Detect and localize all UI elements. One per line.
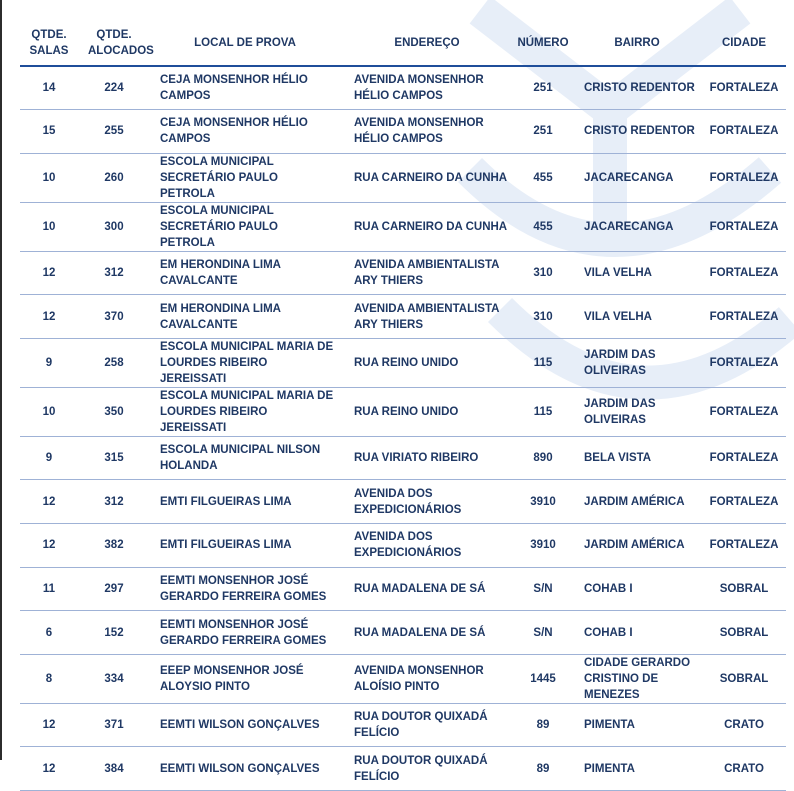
cell-endereco: AVENIDA DOS EXPEDICIONÁRIOS (340, 524, 514, 568)
cell-endereco: RUA DOUTOR QUIXADÁ FELÍCIO (340, 747, 514, 791)
cell-cidade: FORTALEZA (702, 66, 786, 110)
table-row (20, 66, 786, 110)
cell-endereco: AVENIDA MONSENHOR HÉLIO CAMPOS (340, 66, 514, 110)
table-body (20, 66, 786, 791)
cell-numero: 251 (514, 66, 572, 110)
cell-alocados: 315 (78, 436, 150, 480)
cell-salas: 10 (20, 153, 78, 202)
cell-local: ESCOLA MUNICIPAL MARIA DE LOURDES RIBEIRO JEREISSATI (150, 338, 340, 387)
table-row (20, 703, 786, 747)
cell-local: EEMTI MONSENHOR JOSÉ GERARDO FERREIRA GOMES (150, 611, 340, 655)
cell-endereco: RUA REINO UNIDO (340, 338, 514, 387)
cell-cidade: FORTALEZA (702, 480, 786, 524)
cell-alocados: 312 (78, 480, 150, 524)
table-row (20, 153, 786, 202)
cell-cidade: SOBRAL (702, 567, 786, 611)
cell-endereco: RUA CARNEIRO DA CUNHA (340, 153, 514, 202)
cell-numero: S/N (514, 567, 572, 611)
cell-endereco: AVENIDA AMBIENTALISTA ARY THIERS (340, 295, 514, 339)
cell-numero: 1445 (514, 654, 572, 703)
table-row (20, 251, 786, 295)
cell-alocados: 260 (78, 153, 150, 202)
cell-alocados: 334 (78, 654, 150, 703)
cell-local: CEJA MONSENHOR HÉLIO CAMPOS (150, 110, 340, 154)
table-row (20, 110, 786, 154)
cell-salas: 12 (20, 524, 78, 568)
cell-endereco: AVENIDA MONSENHOR HÉLIO CAMPOS (340, 110, 514, 154)
cell-numero: 115 (514, 387, 572, 436)
cell-cidade: FORTALEZA (702, 202, 786, 251)
cell-bairro: COHAB I (572, 567, 702, 611)
cell-bairro: VILA VELHA (572, 251, 702, 295)
cell-alocados: 370 (78, 295, 150, 339)
cell-local: EEEP MONSENHOR JOSÉ ALOYSIO PINTO (150, 654, 340, 703)
cell-alocados: 384 (78, 747, 150, 791)
cell-cidade: FORTALEZA (702, 153, 786, 202)
cell-endereco: RUA CARNEIRO DA CUNHA (340, 202, 514, 251)
cell-numero: 455 (514, 153, 572, 202)
cell-local: ESCOLA MUNICIPAL MARIA DE LOURDES RIBEIRO JEREISSATI (150, 387, 340, 436)
table-row (20, 387, 786, 436)
column-header-cidade: CIDADE (721, 36, 767, 49)
table-row (20, 611, 786, 655)
cell-endereco: RUA MADALENA DE SÁ (340, 567, 514, 611)
cell-cidade: CRATO (702, 747, 786, 791)
cell-bairro: JACARECANGA (572, 202, 702, 251)
cell-salas: 12 (20, 747, 78, 791)
cell-local: EEMTI MONSENHOR JOSÉ GERARDO FERREIRA GOMES (150, 567, 340, 611)
cell-local: ESCOLA MUNICIPAL SECRETÁRIO PAULO PETROLA (150, 202, 340, 251)
table-row (20, 524, 786, 568)
cell-bairro: JARDIM DAS OLIVEIRAS (572, 387, 702, 436)
cell-salas: 9 (20, 338, 78, 387)
cell-local: CEJA MONSENHOR HÉLIO CAMPOS (150, 66, 340, 110)
cell-alocados: 152 (78, 611, 150, 655)
cell-endereco: RUA MADALENA DE SÁ (340, 611, 514, 655)
cell-endereco: RUA VIRIATO RIBEIRO (340, 436, 514, 480)
cell-cidade: SOBRAL (702, 611, 786, 655)
cell-alocados: 382 (78, 524, 150, 568)
cell-salas: 15 (20, 110, 78, 154)
cell-cidade: FORTALEZA (702, 524, 786, 568)
cell-numero: 3910 (514, 524, 572, 568)
cell-cidade: SOBRAL (702, 654, 786, 703)
cell-alocados: 258 (78, 338, 150, 387)
cell-bairro: VILA VELHA (572, 295, 702, 339)
cell-local: EMTI FILGUEIRAS LIMA (150, 524, 340, 568)
cell-salas: 12 (20, 480, 78, 524)
column-header-salas: QTDE. SALAS (29, 28, 69, 57)
table-row (20, 480, 786, 524)
cell-cidade: CRATO (702, 703, 786, 747)
cell-salas: 12 (20, 703, 78, 747)
cell-endereco: AVENIDA DOS EXPEDICIONÁRIOS (340, 480, 514, 524)
cell-salas: 10 (20, 202, 78, 251)
cell-cidade: FORTALEZA (702, 338, 786, 387)
cell-alocados: 297 (78, 567, 150, 611)
cell-bairro: CIDADE GERARDO CRISTINO DE MENEZES (572, 654, 702, 703)
cell-salas: 14 (20, 66, 78, 110)
cell-numero: 89 (514, 747, 572, 791)
table-row (20, 295, 786, 339)
cell-bairro: CRISTO REDENTOR (572, 66, 702, 110)
cell-alocados: 371 (78, 703, 150, 747)
cell-numero: 251 (514, 110, 572, 154)
cell-numero: 455 (514, 202, 572, 251)
table-row (20, 654, 786, 703)
cell-alocados: 350 (78, 387, 150, 436)
cell-cidade: FORTALEZA (702, 436, 786, 480)
column-header-endereco: ENDEREÇO (394, 36, 460, 49)
cell-bairro: COHAB I (572, 611, 702, 655)
cell-local: ESCOLA MUNICIPAL SECRETÁRIO PAULO PETROLA (150, 153, 340, 202)
cell-bairro: CRISTO REDENTOR (572, 110, 702, 154)
table-row (20, 338, 786, 387)
cell-numero: 115 (514, 338, 572, 387)
cell-endereco: RUA DOUTOR QUIXADÁ FELÍCIO (340, 703, 514, 747)
cell-local: EM HERONDINA LIMA CAVALCANTE (150, 295, 340, 339)
cell-salas: 12 (20, 295, 78, 339)
cell-local: EEMTI WILSON GONÇALVES (150, 747, 340, 791)
cell-cidade: FORTALEZA (702, 295, 786, 339)
cell-numero: 3910 (514, 480, 572, 524)
table-row (20, 567, 786, 611)
cell-bairro: JARDIM AMÉRICA (572, 524, 702, 568)
cell-salas: 8 (20, 654, 78, 703)
cell-numero: 310 (514, 295, 572, 339)
cell-numero: 310 (514, 251, 572, 295)
cell-salas: 10 (20, 387, 78, 436)
cell-local: EEMTI WILSON GONÇALVES (150, 703, 340, 747)
cell-numero: S/N (514, 611, 572, 655)
column-header-numero: NÚMERO (517, 36, 569, 49)
cell-salas: 11 (20, 567, 78, 611)
cell-local: EMTI FILGUEIRAS LIMA (150, 480, 340, 524)
cell-endereco: RUA REINO UNIDO (340, 387, 514, 436)
cell-numero: 890 (514, 436, 572, 480)
cell-alocados: 224 (78, 66, 150, 110)
cell-cidade: FORTALEZA (702, 251, 786, 295)
exam-locations-table (20, 20, 786, 791)
column-header-bairro: BAIRRO (614, 36, 660, 49)
column-header-local: LOCAL DE PROVA (194, 36, 296, 49)
cell-endereco: AVENIDA AMBIENTALISTA ARY THIERS (340, 251, 514, 295)
cell-cidade: FORTALEZA (702, 110, 786, 154)
cell-bairro: JARDIM AMÉRICA (572, 480, 702, 524)
cell-alocados: 255 (78, 110, 150, 154)
cell-bairro: BELA VISTA (572, 436, 702, 480)
cell-salas: 12 (20, 251, 78, 295)
cell-endereco: AVENIDA MONSENHOR ALOÍSIO PINTO (340, 654, 514, 703)
table-row (20, 747, 786, 791)
page-left-border (0, 0, 2, 760)
table-row (20, 202, 786, 251)
cell-cidade: FORTALEZA (702, 387, 786, 436)
cell-bairro: PIMENTA (572, 747, 702, 791)
cell-alocados: 312 (78, 251, 150, 295)
table-header (20, 20, 786, 66)
cell-bairro: JACARECANGA (572, 153, 702, 202)
cell-salas: 6 (20, 611, 78, 655)
cell-salas: 9 (20, 436, 78, 480)
cell-local: ESCOLA MUNICIPAL NILSON HOLANDA (150, 436, 340, 480)
column-header-alocados: QTDE. ALOCADOS (88, 28, 154, 57)
cell-bairro: JARDIM DAS OLIVEIRAS (572, 338, 702, 387)
cell-bairro: PIMENTA (572, 703, 702, 747)
cell-alocados: 300 (78, 202, 150, 251)
table-row (20, 436, 786, 480)
cell-local: EM HERONDINA LIMA CAVALCANTE (150, 251, 340, 295)
cell-numero: 89 (514, 703, 572, 747)
